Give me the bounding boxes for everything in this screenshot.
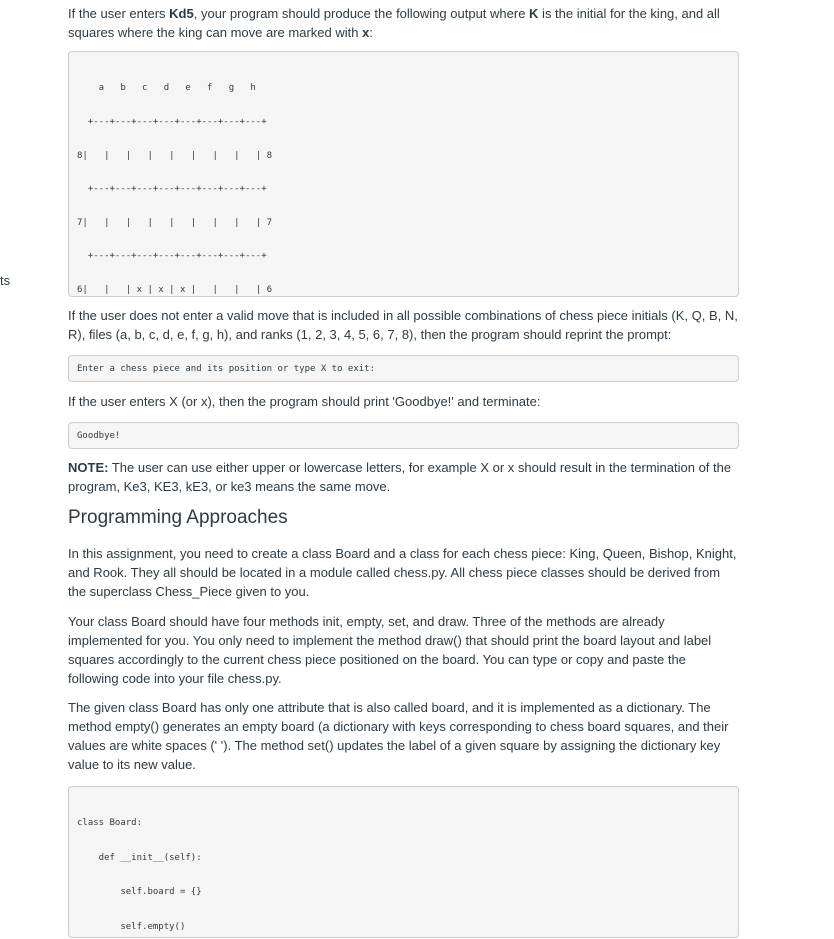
prompt-code: Enter a chess piece and its position or type X to exit: <box>68 355 739 382</box>
section-heading: Programming Approaches <box>68 507 288 528</box>
approach-paragraph-1: In this assignment, you need to create a class Board and a class for each chess piece: King, Queen, Bishop, Knight, and Rook. They all should be located in a module called chess.py. All chess piece classes should be derived from the superclass Chess_Piece given to you. <box>68 546 737 599</box>
invalid-move-paragraph: If the user does not enter a valid move that is included in all possible combinations of chess piece initials (K, Q, B, N, R), files (a, b, c, d, e, f, g, h), and ranks (1, 2, 3, 4, 5, 6, 7, 8), then the program should reprint the prompt: <box>68 308 738 342</box>
king-move-example: Kd5 <box>169 6 194 21</box>
board-line: a b c d e f g h <box>77 83 256 94</box>
class-board-code <box>68 786 739 938</box>
board-line: +---+---+---+---+---+---+---+---+ <box>77 251 267 262</box>
note-paragraph: NOTE: The user can use either upper or lowercase letters, for example X or x should result in the termination of the program, Ke3, KE3, kE3, or ke3 means the same move. <box>68 460 732 494</box>
board-line: 8| | | | | | | | | 8 <box>77 150 273 161</box>
goodbye-code: Goodbye! <box>68 422 739 449</box>
code-line: def __init__(self): <box>77 852 202 863</box>
exit-paragraph: If the user enters X (or x), then the program should print 'Goodbye!' and terminate: <box>68 394 541 409</box>
board-output-code <box>68 51 739 297</box>
sidebar-fragment[interactable]: ts <box>0 273 11 288</box>
code-line: self.empty() <box>77 921 186 932</box>
approach-paragraph-2: Your class Board should have four methods init, empty, set, and draw. Three of the methods are already implemented for you. You only need to implement the method draw() that should print the board layout and label squares accordingly to the current chess piece positioned on the board. You can type or copy and paste the following code into your file chess.py. <box>68 614 712 686</box>
code-line: self.board = {} <box>77 887 202 897</box>
note-label: NOTE: <box>68 460 109 475</box>
intro-paragraph: If the user enters Kd5, your program should produce the following output where K is the initial for the king, and all squares where the king can move are marked with x: <box>68 6 720 40</box>
board-line: 6| | | x | x | x | | | | 6 <box>77 285 273 296</box>
board-line: +---+---+---+---+---+---+---+---+ <box>77 184 267 195</box>
code-line: class Board: <box>77 818 143 828</box>
board-line: 7| | | | | | | | | 7 <box>77 217 273 228</box>
board-line: +---+---+---+---+---+---+---+---+ <box>77 117 267 128</box>
approach-paragraph-3: The given class Board has only one attribute that is also called board, and it is implemented as a dictionary. The method empty() generates an empty board (a dictionary with keys corresponding to chess board squares, and their values are white spaces (' '). The method set() updates the label of a given square by assigning the dictionary key value to its new value. <box>68 700 729 772</box>
